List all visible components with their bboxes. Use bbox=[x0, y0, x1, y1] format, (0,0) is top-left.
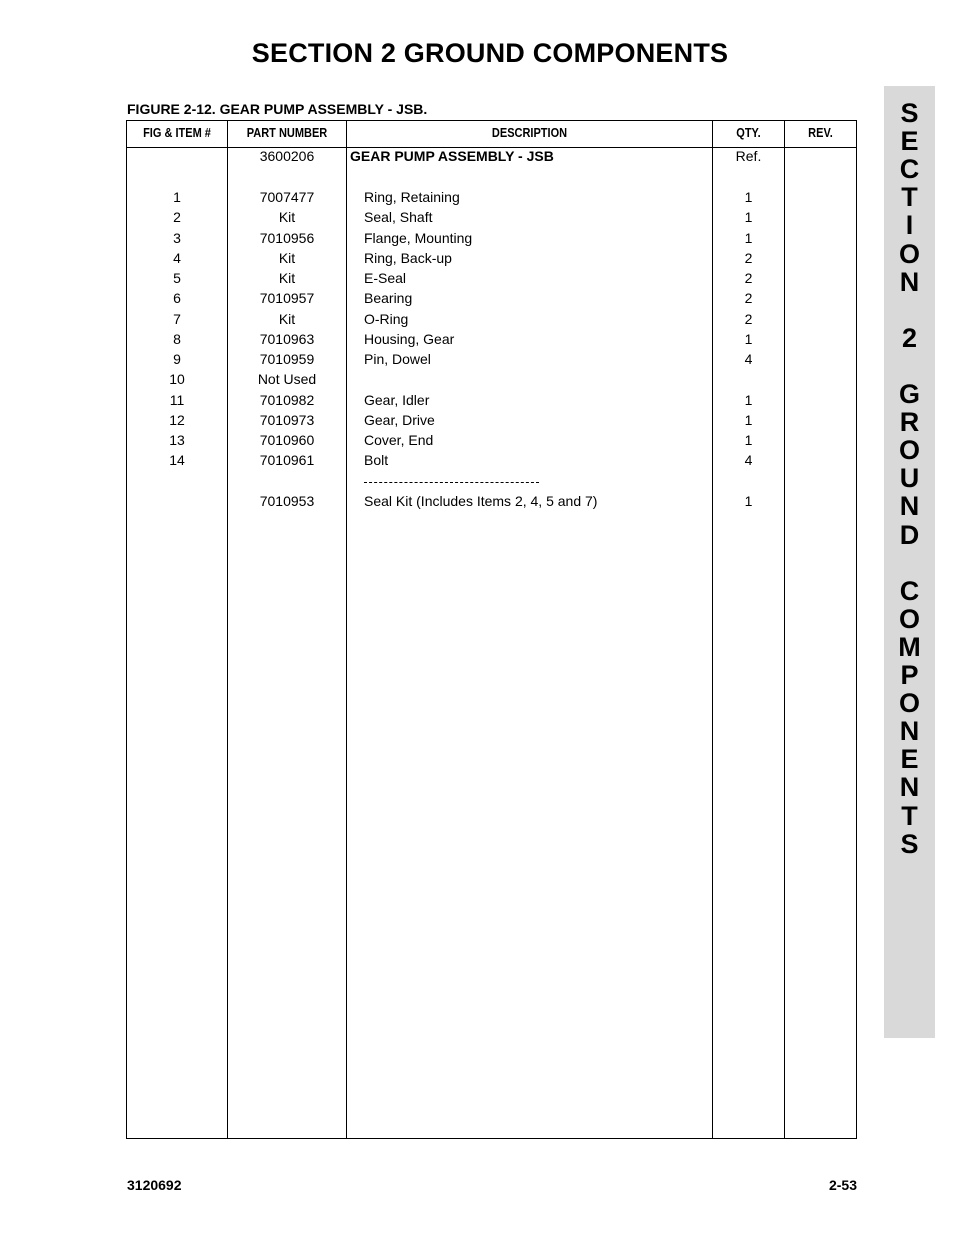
quantity: 1 bbox=[744, 391, 753, 408]
item-number: 10 bbox=[169, 371, 185, 388]
part-number: 7010956 bbox=[259, 229, 315, 246]
section-side-tab bbox=[884, 86, 935, 1038]
part-number: 3600206 bbox=[259, 148, 315, 164]
part-number: 7007477 bbox=[259, 189, 315, 205]
part-number: 7010960 bbox=[259, 432, 315, 448]
quantity: 1 bbox=[744, 432, 753, 448]
side-tab-letter: T bbox=[901, 800, 918, 831]
description: Seal Kit (Includes Items 2, 4, 5 and 7) bbox=[364, 493, 598, 509]
part-number: 7010982 bbox=[259, 391, 315, 408]
part-number: 7010973 bbox=[259, 411, 315, 428]
side-tab-letter: M bbox=[898, 631, 921, 662]
side-tab-letter: E bbox=[900, 744, 919, 775]
side-tab-letter: N bbox=[899, 266, 920, 297]
item-number: 13 bbox=[169, 432, 185, 448]
item-number: 6 bbox=[173, 290, 181, 307]
item-number: 12 bbox=[169, 411, 185, 428]
description: Housing, Gear bbox=[364, 330, 455, 347]
part-number: 7010959 bbox=[259, 351, 315, 367]
side-tab-letter: S bbox=[900, 98, 919, 128]
table-row bbox=[127, 250, 856, 270]
table-row bbox=[127, 432, 856, 452]
description: Cover, End bbox=[364, 432, 434, 448]
table-row bbox=[127, 290, 856, 310]
table-row bbox=[127, 452, 856, 472]
item-number: 8 bbox=[173, 330, 181, 347]
side-tab-letter: O bbox=[898, 238, 920, 269]
table-row bbox=[127, 189, 856, 209]
document-number: 3120692 bbox=[127, 1177, 182, 1193]
side-tab-letter: R bbox=[899, 407, 920, 438]
item-number: 11 bbox=[169, 391, 185, 408]
table-row bbox=[127, 270, 856, 290]
side-tab-letter: T bbox=[901, 182, 918, 213]
table-row bbox=[127, 230, 856, 250]
figure-title: FIGURE 2-12. GEAR PUMP ASSEMBLY - JSB. bbox=[127, 101, 428, 117]
parts-table bbox=[126, 120, 857, 1139]
quantity: 4 bbox=[744, 452, 753, 469]
item-number: 3 bbox=[173, 229, 181, 246]
table-row bbox=[127, 351, 856, 371]
item-number: 14 bbox=[169, 452, 185, 469]
item-number: 5 bbox=[173, 270, 181, 286]
part-number: Kit bbox=[278, 209, 296, 226]
side-tab-letter: 2 bbox=[901, 322, 918, 353]
part-number: 7010961 bbox=[259, 452, 315, 469]
column-header-description: DESCRIPTION bbox=[491, 126, 568, 140]
side-tab-letter: C bbox=[899, 575, 920, 606]
description: O-Ring bbox=[364, 310, 409, 327]
side-tab-letter: O bbox=[898, 603, 920, 634]
item-number: 1 bbox=[173, 189, 181, 205]
description: Gear, Drive bbox=[364, 411, 435, 428]
side-tab-letter: E bbox=[900, 126, 919, 157]
side-tab-letter: U bbox=[899, 463, 920, 494]
description: GEAR PUMP ASSEMBLY - JSB bbox=[350, 148, 554, 164]
quantity: 4 bbox=[744, 351, 753, 367]
side-tab-letter: N bbox=[899, 491, 920, 522]
table-row bbox=[127, 209, 856, 229]
side-tab-letter: O bbox=[898, 688, 920, 719]
part-number: Not Used bbox=[257, 371, 317, 388]
quantity: 1 bbox=[744, 493, 753, 509]
quantity: 1 bbox=[744, 189, 753, 205]
quantity: 1 bbox=[744, 229, 753, 246]
description: E-Seal bbox=[364, 270, 407, 286]
column-header-qty: QTY. bbox=[736, 126, 761, 140]
description: Bearing bbox=[364, 290, 413, 307]
item-number: 4 bbox=[173, 249, 181, 266]
quantity: 2 bbox=[744, 290, 753, 307]
dashed-separator bbox=[364, 482, 539, 483]
description: Ring, Retaining bbox=[364, 189, 460, 205]
quantity: 2 bbox=[744, 310, 753, 327]
quantity: 2 bbox=[744, 270, 753, 286]
side-tab-letter: I bbox=[905, 210, 914, 241]
side-tab-letter: S bbox=[900, 828, 919, 859]
column-header-rev: REV. bbox=[808, 126, 833, 140]
description: Gear, Idler bbox=[364, 391, 430, 408]
quantity: 1 bbox=[744, 209, 753, 226]
description: Flange, Mounting bbox=[364, 229, 473, 246]
table-row bbox=[127, 371, 856, 391]
description: Ring, Back-up bbox=[364, 249, 452, 266]
description: Pin, Dowel bbox=[364, 351, 431, 367]
description: Bolt bbox=[364, 452, 389, 469]
part-number: Kit bbox=[278, 249, 296, 266]
description: Seal, Shaft bbox=[364, 209, 433, 226]
item-number: 2 bbox=[173, 209, 181, 226]
section-title: SECTION 2 GROUND COMPONENTS bbox=[251, 38, 729, 68]
item-number: 9 bbox=[173, 351, 181, 367]
separator-row bbox=[127, 473, 856, 493]
part-number: Kit bbox=[278, 270, 296, 286]
part-number: 7010957 bbox=[259, 290, 315, 307]
table-row bbox=[127, 412, 856, 432]
quantity: 1 bbox=[744, 330, 753, 347]
side-tab-letter: P bbox=[900, 660, 919, 690]
side-tab-letter: C bbox=[899, 154, 920, 185]
side-tab-letter: N bbox=[899, 716, 920, 747]
quantity: Ref. bbox=[735, 148, 762, 164]
kit-row bbox=[127, 493, 856, 513]
side-tab-letter: D bbox=[899, 519, 920, 550]
page-number: 2-53 bbox=[828, 1177, 857, 1193]
assembly-row bbox=[127, 148, 856, 168]
column-header-part: PART NUMBER bbox=[246, 126, 328, 140]
part-number: 7010963 bbox=[259, 330, 315, 347]
table-row bbox=[127, 331, 856, 351]
side-tab-letter: N bbox=[899, 772, 920, 803]
item-number: 7 bbox=[173, 310, 181, 327]
table-row bbox=[127, 392, 856, 412]
column-header-item: FIG & ITEM # bbox=[143, 126, 211, 140]
side-tab-letter: G bbox=[898, 379, 920, 409]
part-number: Kit bbox=[278, 310, 296, 327]
quantity: 2 bbox=[744, 249, 753, 266]
side-tab-letter: O bbox=[898, 435, 920, 466]
part-number: 7010953 bbox=[259, 493, 315, 509]
table-row bbox=[127, 311, 856, 331]
quantity: 1 bbox=[744, 411, 753, 428]
